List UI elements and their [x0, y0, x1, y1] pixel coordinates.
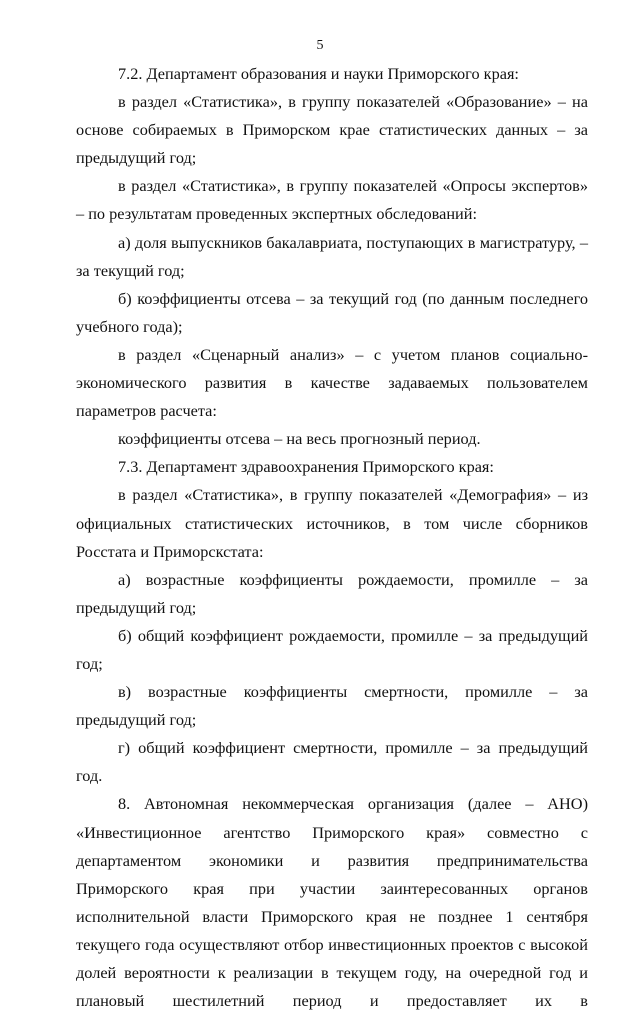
paragraph-item-b-total-birth-rate: б) общий коэффициент рождаемости, промилле – за предыдущий год; [76, 625, 588, 673]
document-body [76, 60, 588, 1015]
paragraph-item-b-dropout: б) коэффициенты отсева – за текущий год (по данным последнего учебного года); [76, 288, 588, 336]
paragraph-dropout-forecast: коэффициенты отсева – на весь прогнозный период. [118, 429, 481, 449]
paragraph-item-a-birth-rates: а) возрастные коэффициенты рождаемости, промилле – за предыдущий год; [76, 569, 588, 617]
paragraph-item-v-mortality-rates: в) возрастные коэффициенты смертности, промилле – за предыдущий год; [76, 682, 588, 730]
paragraph-scenario-analysis: в раздел «Сценарный анализ» – с учетом планов социально-экономического развития в качестве задаваемых пользователем параметров расчета: [76, 344, 588, 421]
paragraph-item-g-total-mortality: г) общий коэффициент смертности, промилле – за предыдущий год. [76, 738, 588, 786]
paragraph-statistics-education: в раздел «Статистика», в группу показателей «Образование» – на основе собираемых в Приморском крае статистических данных – за предыдущий год; [76, 92, 588, 168]
paragraph-7-3-heading: 7.3. Департамент здравоохранения Приморского края: [118, 457, 494, 477]
paragraph-8-investment-agency: 8. Автономная некоммерческая организация (далее – АНО) «Инвестиционное агентство Приморского края» совместно с департаментом экономики и развития предпринимательства Приморского края при участии заинтересованных органов исполнительной власти Приморского края не позднее 1 сентября текущего года осуществляют отбор инвестиционных проектов с высокой долей вероятности к реализации в текущем году, на очередной год и плановый шестилетний период и предоставляет их в [76, 794, 588, 1011]
paragraph-statistics-expert-surveys: в раздел «Статистика», в группу показателей «Опросы экспертов» – по результатам проведенных экспертных обследований: [76, 176, 588, 224]
page-number: 5 [316, 38, 324, 53]
paragraph-7-2-heading: 7.2. Департамент образования и науки Приморского края: [118, 64, 519, 83]
paragraph-item-a-graduates: а) доля выпускников бакалавриата, поступающих в магистратуру, – за текущий год; [76, 232, 588, 280]
paragraph-statistics-demography: в раздел «Статистика», в группу показателей «Демография» – из официальных статистических источников, в том числе сборников Росстата и Приморскстата: [76, 485, 588, 561]
